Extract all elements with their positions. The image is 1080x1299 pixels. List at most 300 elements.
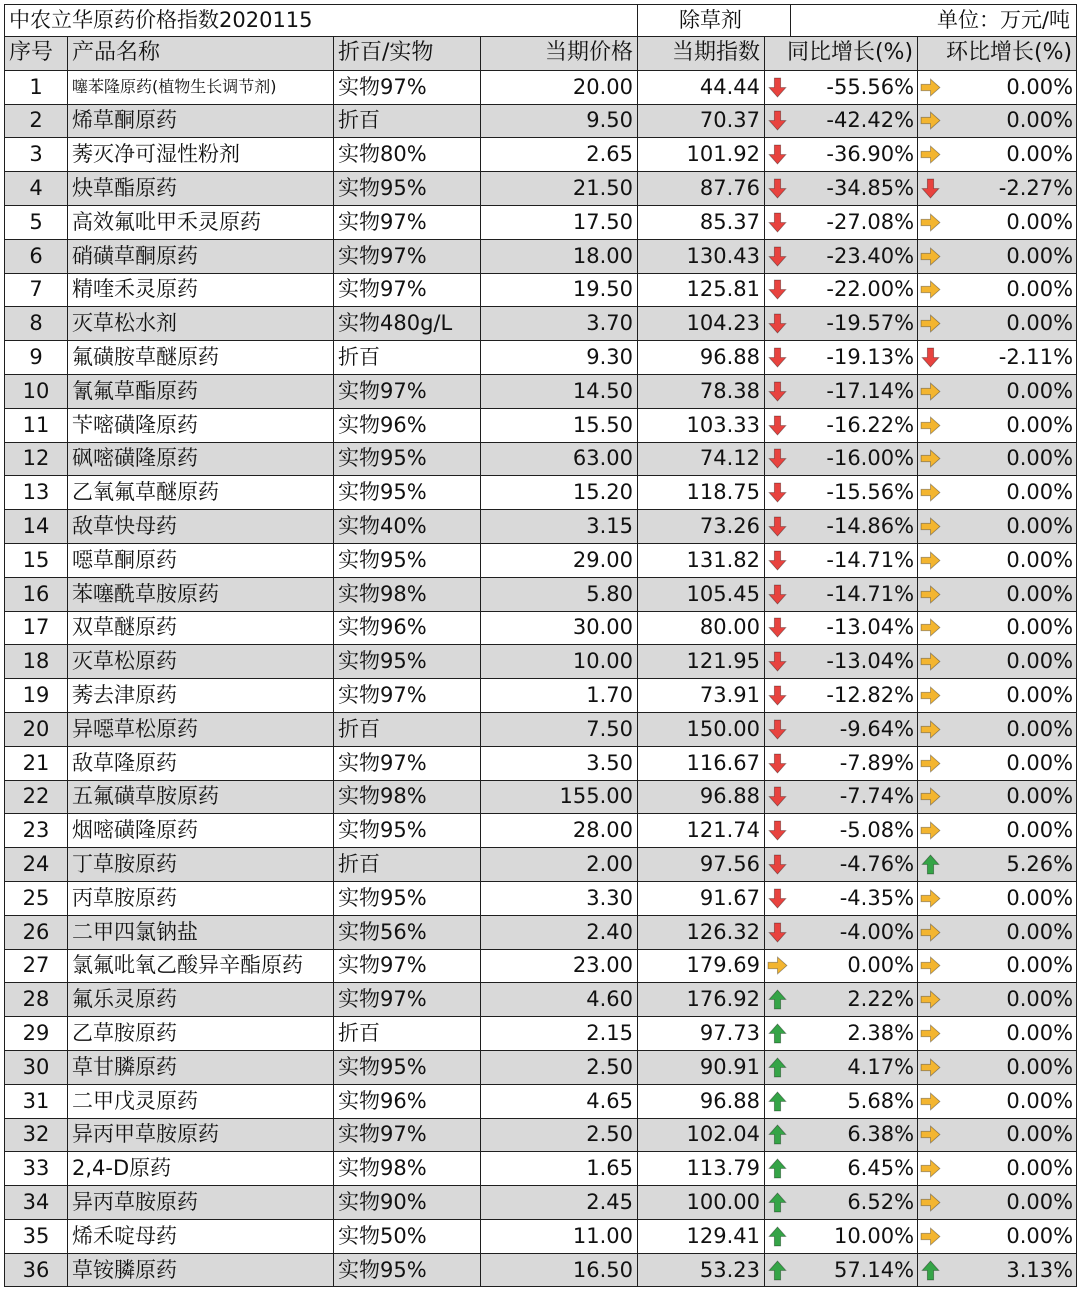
- cell-yoy: 57.14%: [791, 1253, 918, 1287]
- cell-price: 29.00: [481, 543, 638, 577]
- table-row: [5, 341, 1077, 375]
- up-arrow-icon: [767, 1226, 788, 1247]
- header-price: 当期价格: [481, 37, 638, 71]
- cell-product-name: 敌草隆原药: [68, 746, 334, 780]
- cell-mom: 0.00%: [944, 374, 1077, 408]
- yoy-trend-cell: [765, 1186, 791, 1220]
- cell-index: 96.88: [638, 341, 765, 375]
- cell-product-name: 2,4-D原药: [68, 1152, 334, 1186]
- table-row: [5, 712, 1077, 746]
- cell-index: 70.37: [638, 104, 765, 138]
- table-row: [5, 70, 1077, 104]
- cell-seq: 35: [5, 1219, 68, 1253]
- cell-yoy: -36.90%: [791, 138, 918, 172]
- cell-spec: 折百: [334, 104, 481, 138]
- cell-price: 4.60: [481, 983, 638, 1017]
- cell-spec: 实物95%: [334, 1253, 481, 1287]
- cell-mom: 0.00%: [944, 746, 1077, 780]
- cell-index: 96.88: [638, 1084, 765, 1118]
- cell-yoy: -17.14%: [791, 374, 918, 408]
- cell-spec: 实物480g/L: [334, 307, 481, 341]
- down-arrow-icon: [767, 854, 788, 875]
- cell-seq: 20: [5, 712, 68, 746]
- cell-product-name: 烯草酮原药: [68, 104, 334, 138]
- cell-spec: 实物97%: [334, 983, 481, 1017]
- right-arrow-icon: [920, 279, 941, 300]
- yoy-trend-cell: [765, 374, 791, 408]
- cell-spec: 实物80%: [334, 138, 481, 172]
- right-arrow-icon: [920, 888, 941, 909]
- cell-index: 91.67: [638, 881, 765, 915]
- cell-product-name: 高效氟吡甲禾灵原药: [68, 205, 334, 239]
- table-row: [5, 1253, 1077, 1287]
- cell-index: 129.41: [638, 1219, 765, 1253]
- cell-yoy: -13.04%: [791, 645, 918, 679]
- down-arrow-icon: [767, 415, 788, 436]
- cell-yoy: -13.04%: [791, 611, 918, 645]
- cell-product-name: 氰氟草酯原药: [68, 374, 334, 408]
- mom-trend-cell: [918, 712, 944, 746]
- mom-trend-cell: [918, 476, 944, 510]
- cell-seq: 29: [5, 1017, 68, 1051]
- mom-trend-cell: [918, 1017, 944, 1051]
- table-row: [5, 104, 1077, 138]
- yoy-trend-cell: [765, 746, 791, 780]
- cell-price: 9.50: [481, 104, 638, 138]
- right-arrow-icon: [920, 1023, 941, 1044]
- cell-mom: 0.00%: [944, 138, 1077, 172]
- cell-seq: 3: [5, 138, 68, 172]
- cell-mom: 0.00%: [944, 543, 1077, 577]
- cell-price: 2.65: [481, 138, 638, 172]
- cell-spec: 实物95%: [334, 645, 481, 679]
- right-arrow-icon: [920, 1226, 941, 1247]
- mom-trend-cell: [918, 679, 944, 713]
- mom-trend-cell: [918, 611, 944, 645]
- yoy-trend-cell: [765, 848, 791, 882]
- cell-price: 1.70: [481, 679, 638, 713]
- cell-spec: 实物98%: [334, 1152, 481, 1186]
- down-arrow-icon: [767, 685, 788, 706]
- mom-trend-cell: [918, 983, 944, 1017]
- cell-product-name: 砜嘧磺隆原药: [68, 442, 334, 476]
- cell-index: 121.95: [638, 645, 765, 679]
- cell-index: 73.91: [638, 679, 765, 713]
- yoy-trend-cell: [765, 1084, 791, 1118]
- cell-seq: 25: [5, 881, 68, 915]
- down-arrow-icon: [767, 313, 788, 334]
- mom-trend-cell: [918, 205, 944, 239]
- down-arrow-icon: [767, 110, 788, 131]
- table-row: [5, 746, 1077, 780]
- cell-yoy: 10.00%: [791, 1219, 918, 1253]
- cell-seq: 27: [5, 949, 68, 983]
- cell-yoy: -4.76%: [791, 848, 918, 882]
- cell-mom: 0.00%: [944, 814, 1077, 848]
- cell-yoy: -34.85%: [791, 172, 918, 206]
- yoy-trend-cell: [765, 138, 791, 172]
- yoy-trend-cell: [765, 611, 791, 645]
- cell-product-name: 草铵膦原药: [68, 1253, 334, 1287]
- cell-product-name: 硝磺草酮原药: [68, 239, 334, 273]
- table-row: [5, 1152, 1077, 1186]
- down-arrow-icon: [767, 381, 788, 402]
- right-arrow-icon: [920, 922, 941, 943]
- table-row: [5, 1017, 1077, 1051]
- mom-trend-cell: [918, 70, 944, 104]
- table-row: [5, 1118, 1077, 1152]
- cell-mom: -2.27%: [944, 172, 1077, 206]
- mom-trend-cell: [918, 746, 944, 780]
- cell-seq: 22: [5, 780, 68, 814]
- cell-seq: 31: [5, 1084, 68, 1118]
- cell-seq: 23: [5, 814, 68, 848]
- yoy-trend-cell: [765, 1017, 791, 1051]
- yoy-trend-cell: [765, 915, 791, 949]
- cell-price: 5.80: [481, 577, 638, 611]
- table-row: [5, 307, 1077, 341]
- cell-mom: 0.00%: [944, 645, 1077, 679]
- cell-price: 21.50: [481, 172, 638, 206]
- right-arrow-icon: [920, 617, 941, 638]
- yoy-trend-cell: [765, 881, 791, 915]
- title-row: [5, 5, 1077, 37]
- cell-yoy: -14.86%: [791, 510, 918, 544]
- right-arrow-icon: [920, 1192, 941, 1213]
- cell-price: 4.65: [481, 1084, 638, 1118]
- cell-product-name: 苯噻酰草胺原药: [68, 577, 334, 611]
- cell-spec: 实物98%: [334, 577, 481, 611]
- cell-price: 3.30: [481, 881, 638, 915]
- cell-product-name: 异丙草胺原药: [68, 1186, 334, 1220]
- cell-yoy: -55.56%: [791, 70, 918, 104]
- right-arrow-icon: [920, 1057, 941, 1078]
- yoy-trend-cell: [765, 780, 791, 814]
- mom-trend-cell: [918, 442, 944, 476]
- down-arrow-icon: [920, 347, 941, 368]
- cell-product-name: 双草醚原药: [68, 611, 334, 645]
- cell-price: 20.00: [481, 70, 638, 104]
- mom-trend-cell: [918, 1084, 944, 1118]
- cell-price: 2.40: [481, 915, 638, 949]
- cell-mom: -2.11%: [944, 341, 1077, 375]
- cell-product-name: 莠灭净可湿性粉剂: [68, 138, 334, 172]
- right-arrow-icon: [920, 381, 941, 402]
- yoy-trend-cell: [765, 172, 791, 206]
- table-row: [5, 138, 1077, 172]
- down-arrow-icon: [767, 922, 788, 943]
- yoy-trend-cell: [765, 442, 791, 476]
- down-arrow-icon: [767, 786, 788, 807]
- cell-seq: 17: [5, 611, 68, 645]
- down-arrow-icon: [767, 482, 788, 503]
- cell-yoy: -4.35%: [791, 881, 918, 915]
- cell-index: 96.88: [638, 780, 765, 814]
- cell-price: 1.65: [481, 1152, 638, 1186]
- cell-price: 2.00: [481, 848, 638, 882]
- cell-mom: 0.00%: [944, 408, 1077, 442]
- yoy-trend-cell: [765, 1152, 791, 1186]
- yoy-trend-cell: [765, 307, 791, 341]
- cell-index: 73.26: [638, 510, 765, 544]
- mom-trend-cell: [918, 239, 944, 273]
- yoy-trend-cell: [765, 205, 791, 239]
- cell-index: 80.00: [638, 611, 765, 645]
- cell-product-name: 乙氧氟草醚原药: [68, 476, 334, 510]
- table-row: [5, 983, 1077, 1017]
- cell-product-name: 乙草胺原药: [68, 1017, 334, 1051]
- mom-trend-cell: [918, 1152, 944, 1186]
- table-title: 中农立华原药价格指数2020115: [5, 5, 638, 37]
- cell-mom: 0.00%: [944, 679, 1077, 713]
- table-row: [5, 949, 1077, 983]
- cell-yoy: -14.71%: [791, 543, 918, 577]
- price-index-table: [4, 4, 1077, 1287]
- cell-yoy: -16.00%: [791, 442, 918, 476]
- yoy-trend-cell: [765, 679, 791, 713]
- cell-index: 131.82: [638, 543, 765, 577]
- cell-seq: 14: [5, 510, 68, 544]
- yoy-trend-cell: [765, 1219, 791, 1253]
- cell-index: 126.32: [638, 915, 765, 949]
- cell-price: 28.00: [481, 814, 638, 848]
- cell-seq: 13: [5, 476, 68, 510]
- cell-product-name: 噻苯隆原药(植物生长调节剂): [68, 70, 334, 104]
- cell-mom: 3.13%: [944, 1253, 1077, 1287]
- down-arrow-icon: [920, 178, 941, 199]
- cell-index: 104.23: [638, 307, 765, 341]
- cell-mom: 0.00%: [944, 510, 1077, 544]
- cell-spec: 折百: [334, 848, 481, 882]
- cell-yoy: -7.89%: [791, 746, 918, 780]
- cell-product-name: 氯氟吡氧乙酸异辛酯原药: [68, 949, 334, 983]
- cell-product-name: 烟嘧磺隆原药: [68, 814, 334, 848]
- up-arrow-icon: [767, 1023, 788, 1044]
- cell-index: 105.45: [638, 577, 765, 611]
- table-row: [5, 543, 1077, 577]
- cell-seq: 8: [5, 307, 68, 341]
- table-row: [5, 780, 1077, 814]
- cell-product-name: 氟磺胺草醚原药: [68, 341, 334, 375]
- cell-spec: 实物97%: [334, 746, 481, 780]
- cell-seq: 1: [5, 70, 68, 104]
- mom-trend-cell: [918, 915, 944, 949]
- cell-seq: 34: [5, 1186, 68, 1220]
- cell-product-name: 灭草松水剂: [68, 307, 334, 341]
- cell-mom: 0.00%: [944, 307, 1077, 341]
- down-arrow-icon: [767, 279, 788, 300]
- cell-mom: 0.00%: [944, 273, 1077, 307]
- right-arrow-icon: [920, 212, 941, 233]
- yoy-trend-cell: [765, 543, 791, 577]
- mom-trend-cell: [918, 1050, 944, 1084]
- cell-yoy: 2.22%: [791, 983, 918, 1017]
- cell-product-name: 灭草松原药: [68, 645, 334, 679]
- cell-spec: 实物95%: [334, 814, 481, 848]
- right-arrow-icon: [920, 246, 941, 267]
- cell-price: 23.00: [481, 949, 638, 983]
- cell-product-name: 五氟磺草胺原药: [68, 780, 334, 814]
- yoy-trend-cell: [765, 70, 791, 104]
- right-arrow-icon: [920, 786, 941, 807]
- cell-seq: 4: [5, 172, 68, 206]
- cell-mom: 0.00%: [944, 1084, 1077, 1118]
- cell-spec: 实物95%: [334, 543, 481, 577]
- header-name: 产品名称: [68, 37, 334, 71]
- cell-spec: 折百: [334, 712, 481, 746]
- cell-spec: 实物56%: [334, 915, 481, 949]
- table-row: [5, 172, 1077, 206]
- cell-seq: 9: [5, 341, 68, 375]
- table-row: [5, 814, 1077, 848]
- table-row: [5, 915, 1077, 949]
- mom-trend-cell: [918, 510, 944, 544]
- right-arrow-icon: [920, 651, 941, 672]
- cell-price: 11.00: [481, 1219, 638, 1253]
- cell-yoy: -22.00%: [791, 273, 918, 307]
- table-row: [5, 442, 1077, 476]
- right-arrow-icon: [920, 753, 941, 774]
- mom-trend-cell: [918, 104, 944, 138]
- mom-trend-cell: [918, 814, 944, 848]
- cell-mom: 0.00%: [944, 1186, 1077, 1220]
- cell-product-name: 噁草酮原药: [68, 543, 334, 577]
- right-arrow-icon: [920, 144, 941, 165]
- down-arrow-icon: [767, 584, 788, 605]
- cell-yoy: -23.40%: [791, 239, 918, 273]
- yoy-trend-cell: [765, 341, 791, 375]
- right-arrow-icon: [920, 482, 941, 503]
- cell-yoy: -7.74%: [791, 780, 918, 814]
- category-label: 除草剂: [638, 5, 791, 37]
- mom-trend-cell: [918, 273, 944, 307]
- down-arrow-icon: [767, 347, 788, 368]
- down-arrow-icon: [767, 246, 788, 267]
- cell-spec: 实物97%: [334, 949, 481, 983]
- cell-spec: 实物97%: [334, 70, 481, 104]
- right-arrow-icon: [920, 584, 941, 605]
- cell-mom: 0.00%: [944, 239, 1077, 273]
- cell-spec: 实物95%: [334, 476, 481, 510]
- cell-product-name: 丁草胺原药: [68, 848, 334, 882]
- right-arrow-icon: [920, 955, 941, 976]
- up-arrow-icon: [767, 1192, 788, 1213]
- cell-index: 90.91: [638, 1050, 765, 1084]
- table-row: [5, 848, 1077, 882]
- cell-spec: 实物50%: [334, 1219, 481, 1253]
- right-arrow-icon: [920, 448, 941, 469]
- cell-product-name: 异噁草松原药: [68, 712, 334, 746]
- cell-price: 15.50: [481, 408, 638, 442]
- cell-index: 53.23: [638, 1253, 765, 1287]
- yoy-trend-cell: [765, 1118, 791, 1152]
- cell-seq: 26: [5, 915, 68, 949]
- cell-index: 176.92: [638, 983, 765, 1017]
- cell-mom: 0.00%: [944, 442, 1077, 476]
- cell-spec: 实物95%: [334, 172, 481, 206]
- cell-price: 3.15: [481, 510, 638, 544]
- cell-product-name: 烯禾啶母药: [68, 1219, 334, 1253]
- cell-product-name: 敌草快母药: [68, 510, 334, 544]
- cell-mom: 0.00%: [944, 1017, 1077, 1051]
- mom-trend-cell: [918, 1253, 944, 1287]
- cell-product-name: 二甲四氯钠盐: [68, 915, 334, 949]
- cell-seq: 19: [5, 679, 68, 713]
- yoy-trend-cell: [765, 510, 791, 544]
- up-arrow-icon: [767, 1260, 788, 1281]
- cell-mom: 0.00%: [944, 712, 1077, 746]
- cell-product-name: 丙草胺原药: [68, 881, 334, 915]
- cell-spec: 实物96%: [334, 1084, 481, 1118]
- down-arrow-icon: [767, 719, 788, 740]
- table-row: [5, 881, 1077, 915]
- cell-seq: 6: [5, 239, 68, 273]
- yoy-trend-cell: [765, 712, 791, 746]
- right-arrow-icon: [920, 719, 941, 740]
- cell-price: 3.70: [481, 307, 638, 341]
- cell-yoy: -16.22%: [791, 408, 918, 442]
- cell-seq: 2: [5, 104, 68, 138]
- cell-seq: 21: [5, 746, 68, 780]
- cell-yoy: -14.71%: [791, 577, 918, 611]
- down-arrow-icon: [767, 178, 788, 199]
- cell-mom: 0.00%: [944, 983, 1077, 1017]
- cell-index: 130.43: [638, 239, 765, 273]
- cell-seq: 15: [5, 543, 68, 577]
- right-arrow-icon: [920, 516, 941, 537]
- cell-index: 125.81: [638, 273, 765, 307]
- cell-spec: 实物97%: [334, 273, 481, 307]
- mom-trend-cell: [918, 1219, 944, 1253]
- cell-spec: 实物97%: [334, 205, 481, 239]
- mom-trend-cell: [918, 138, 944, 172]
- mom-trend-cell: [918, 307, 944, 341]
- cell-index: 118.75: [638, 476, 765, 510]
- right-arrow-icon: [920, 550, 941, 571]
- down-arrow-icon: [767, 550, 788, 571]
- cell-price: 2.50: [481, 1050, 638, 1084]
- up-arrow-icon: [767, 1124, 788, 1145]
- up-arrow-icon: [920, 1260, 941, 1281]
- down-arrow-icon: [767, 516, 788, 537]
- cell-price: 2.50: [481, 1118, 638, 1152]
- down-arrow-icon: [767, 888, 788, 909]
- table-row: [5, 645, 1077, 679]
- down-arrow-icon: [767, 617, 788, 638]
- cell-mom: 0.00%: [944, 780, 1077, 814]
- table-row: [5, 510, 1077, 544]
- table-row: [5, 1219, 1077, 1253]
- cell-yoy: -9.64%: [791, 712, 918, 746]
- header-spec: 折百/实物: [334, 37, 481, 71]
- cell-seq: 10: [5, 374, 68, 408]
- right-arrow-icon: [920, 313, 941, 334]
- cell-spec: 实物97%: [334, 374, 481, 408]
- cell-index: 101.92: [638, 138, 765, 172]
- cell-price: 2.15: [481, 1017, 638, 1051]
- cell-mom: 0.00%: [944, 1219, 1077, 1253]
- cell-mom: 0.00%: [944, 70, 1077, 104]
- right-arrow-icon: [920, 1158, 941, 1179]
- cell-spec: 实物90%: [334, 1186, 481, 1220]
- cell-yoy: -4.00%: [791, 915, 918, 949]
- right-arrow-icon: [920, 820, 941, 841]
- cell-price: 16.50: [481, 1253, 638, 1287]
- cell-index: 116.67: [638, 746, 765, 780]
- table-row: [5, 374, 1077, 408]
- cell-mom: 0.00%: [944, 611, 1077, 645]
- table-row: [5, 273, 1077, 307]
